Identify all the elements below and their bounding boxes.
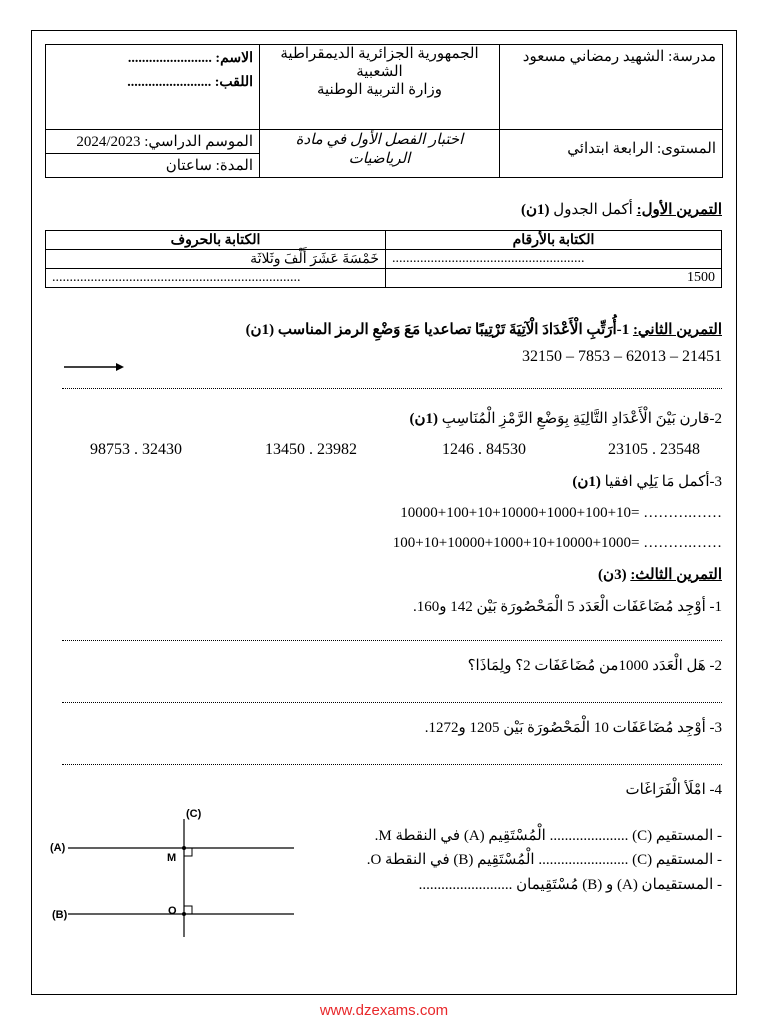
ex1-points: (1ن) xyxy=(521,202,550,218)
header-table xyxy=(45,44,723,178)
row2-digits: 1500 xyxy=(386,269,722,288)
name-label: الاسم: xyxy=(215,51,253,66)
republic-name: الجمهورية الجزائرية الديمقراطية الشعبية xyxy=(280,46,479,80)
row1-digits[interactable]: ....................................................... xyxy=(386,250,722,269)
ex3-b2: - المستقيم (C) ........................ الْمُسْتَقِيم (B) في النقطة O. xyxy=(366,852,722,868)
ex2-q1-answer-line[interactable] xyxy=(62,388,722,389)
name-dots: ........................ xyxy=(127,51,212,66)
pair-2: 13450 . 23982 xyxy=(265,441,357,458)
ex2-q1-heading xyxy=(246,320,722,339)
ex3-b3: - المستقيمان (A) و (B) مُسْتَقِيمان ......................... xyxy=(418,877,722,893)
numbers-table xyxy=(45,230,722,288)
label-m: M xyxy=(167,852,177,864)
school-year: الموسم الدراسي: 2024/2023 xyxy=(76,134,253,150)
arrow-icon xyxy=(62,361,126,373)
ex2-title: التمرين الثاني: xyxy=(632,322,722,338)
col-letters-header: الكتابة بالحروف xyxy=(46,231,386,250)
ex3-b1: - المستقيم (C) ..................... الْمُسْتَقِيم (A) في النقطة M. xyxy=(374,828,722,844)
school-name: مدرسة: الشهيد رمضاني مسعود xyxy=(522,49,716,65)
ex3-q1-answer-line[interactable] xyxy=(62,640,722,641)
ex2-q2-heading xyxy=(409,409,722,428)
footer-url[interactable]: www.dzexams.com xyxy=(319,1002,449,1019)
year-cell xyxy=(46,130,260,154)
label-o: O xyxy=(168,905,177,917)
duration: المدة: ساعتان xyxy=(165,158,253,174)
level: المستوى: الرابعة ابتدائي xyxy=(567,141,716,157)
lines-figure xyxy=(44,805,300,940)
ex3-q3: 3- أوْجِد مُضَاعَفَات 10 الْمَحْصُورَة بَيْن 1205 و1272. xyxy=(424,720,722,736)
sum-line-1: 10000+100+10+10000+1000+100+10= ……….…… xyxy=(400,505,722,521)
school-cell xyxy=(500,45,723,130)
surname-row xyxy=(52,71,253,95)
ex2-q1-points: (1ن) xyxy=(245,322,275,338)
label-c: (C) xyxy=(186,808,202,820)
republic-cell xyxy=(260,45,500,130)
student-cell xyxy=(46,45,260,130)
row2-letters[interactable]: ....................................................................... xyxy=(46,269,386,288)
row1-letters: خَمْسَةَ عَشَرَ أَلْفَ وثَلاثَة xyxy=(46,250,386,269)
ex2-q1: 1-أُرَتِّبِ الْأَعْدَادَ الْآتِيَةَ تَرْتِيبًا تصاعديا مَعَ وَضْعِ الرمز المناسب xyxy=(277,322,630,338)
label-b: (B) xyxy=(52,909,68,921)
ministry-name: وزارة التربية الوطنية xyxy=(316,82,443,98)
exam-title: اختبار الفصل الأول في مادة الرياضيات xyxy=(295,131,464,167)
col-digits-header: الكتابة بالأرقام xyxy=(386,231,722,250)
ex1-instruction: أكمل الجدول xyxy=(553,202,633,218)
exam-title-cell xyxy=(260,130,500,178)
sum-line-2: 100+10+10000+1000+10+10000+1000= ……….…… xyxy=(392,535,722,551)
point-o xyxy=(182,912,186,916)
ex3-q2-answer-line[interactable] xyxy=(62,702,722,703)
point-m xyxy=(182,846,186,850)
duration-cell xyxy=(46,154,260,178)
surname-label: اللقب: xyxy=(214,75,253,90)
label-a: (A) xyxy=(50,842,66,854)
ex3-q4: 4- امْلَأ الْفَرَاغَات xyxy=(625,782,722,798)
pair-3: 1246 . 84530 xyxy=(442,441,526,458)
ex3-title: التمرين الثالث: xyxy=(630,567,722,583)
ex3-q3-answer-line[interactable] xyxy=(62,764,722,765)
name-row xyxy=(52,47,253,71)
ex2-q2-points: (1ن) xyxy=(409,411,438,427)
pair-4: 23105 . 23548 xyxy=(608,441,700,458)
ex2-q2: 2-قارن بَيْنَ الْأَعْدَادِ التَّالِيَةِ بِوَضْعِ الرَّمْزِ الْمُنَاسِبِ xyxy=(441,411,722,427)
ex1-heading xyxy=(521,200,722,219)
ex2-q3-points: (1ن) xyxy=(572,474,601,490)
ex3-points: (3ن) xyxy=(598,567,627,583)
ex2-q1-numbers: 32150 – 7853 – 62013 – 21451 xyxy=(522,348,722,365)
ex3-heading xyxy=(598,565,722,584)
ex3-q1: 1- أوْجِد مُضَاعَفَات الْعَدَد 5 الْمَحْصُورَة بَيْن 142 و160. xyxy=(413,599,722,615)
level-cell xyxy=(500,130,723,178)
ex3-q2: 2- هَل الْعَدَد 1000من مُضَاعَفَات 2؟ ولِمَاذَا؟ xyxy=(467,658,722,674)
pair-1: 98753 . 32430 xyxy=(90,441,182,458)
ex2-q3-heading xyxy=(572,472,722,491)
ex2-q3: 3-أكمل مَا يَلِي افقيا xyxy=(604,474,722,490)
ex1-title: التمرين الأول: xyxy=(636,202,722,218)
surname-dots: ........................ xyxy=(127,75,212,90)
